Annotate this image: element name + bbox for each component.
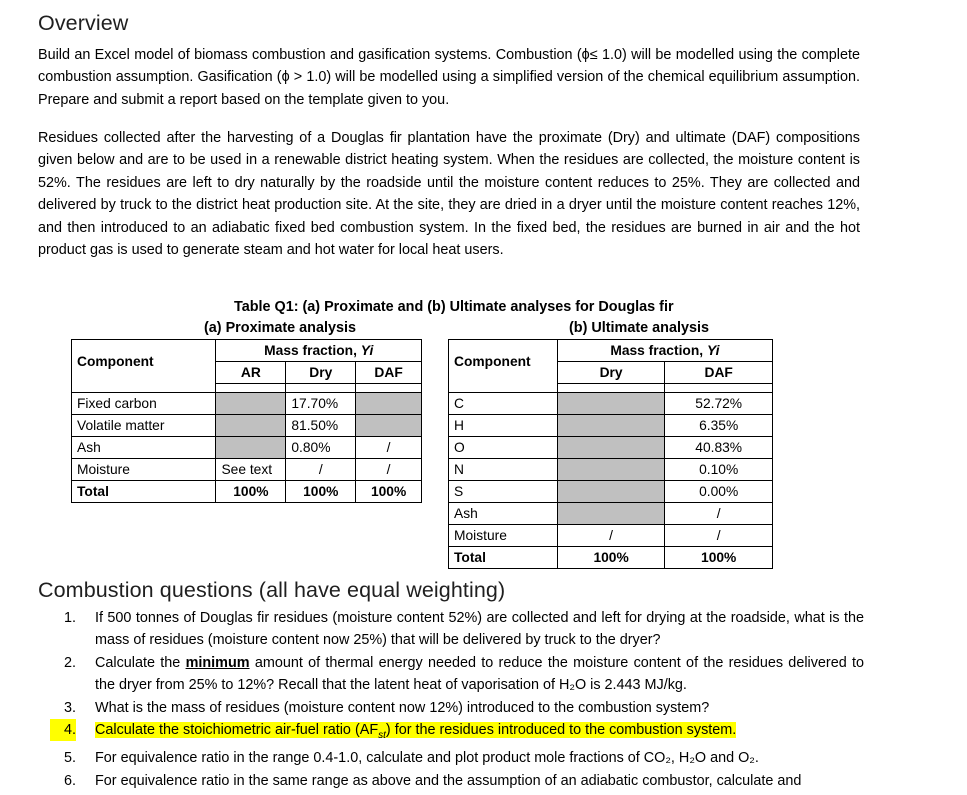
ult-dry-cell: [557, 393, 665, 415]
prox-ar-cell: See text: [216, 459, 286, 481]
ult-daf-cell: 0.10%: [665, 459, 773, 481]
question-text: If 500 tonnes of Douglas fir residues (moisture content 52%) are collected and left for drying at the roadside, what is the mass of residues (moisture content now 25%) that will be delivered by truck to the dryer?: [95, 610, 864, 649]
list-item: [64, 697, 864, 719]
ult-header-component: Component: [449, 340, 558, 384]
ult-header-dry: Dry: [557, 362, 665, 384]
ult-row-name: C: [449, 393, 558, 415]
ult-total-daf: 100%: [665, 547, 773, 569]
ult-daf-cell: 0.00%: [665, 481, 773, 503]
list-item: [64, 770, 864, 792]
table-row: [72, 393, 422, 415]
prox-total-dry: 100%: [286, 481, 356, 503]
question-subscript: st: [378, 729, 386, 741]
ult-dry-cell: [557, 415, 665, 437]
table-row: [449, 415, 773, 437]
question-text: What is the mass of residues (moisture content now 12%) introduced to the combustion system?: [95, 699, 710, 716]
residues-paragraph: Residues collected after the harvesting of a Douglas fir plantation have the proximate (Dry) and ultimate (DAF) compositions given below and are to be used in a renewable district heating system. When the residues are collected, the moisture content is 52%. The residues are left to dry naturally by the roadside until the moisture content reduces to 25%. They are collected and delivered by truck to the district heat production site. At the site, they are dried in a dryer until the moisture content reaches 12%, and then introduced to an adiabatic fixed bed combustion system. In the fixed bed, the residues are burned in air and the hot product gas is used to generate steam and hot water for local heat users.: [38, 130, 860, 259]
ult-row-name: H: [449, 415, 558, 437]
ult-daf-cell: 6.35%: [665, 415, 773, 437]
prox-dry-cell: /: [286, 459, 356, 481]
prox-total-label: Total: [72, 481, 216, 503]
table-row: [72, 481, 422, 503]
ult-dry-cell: [557, 459, 665, 481]
prox-spacer: [72, 384, 216, 393]
table-row: [449, 547, 773, 569]
question-text: For equivalence ratio in the same range as above and the assumption of an adiabatic combustor, calculate and: [95, 772, 802, 789]
list-item: [64, 747, 864, 769]
question-emphasis: minimum: [185, 654, 250, 671]
prox-ar-cell: [216, 393, 286, 415]
table-row: [449, 525, 773, 547]
prox-row-name: Moisture: [72, 459, 216, 481]
ult-daf-cell: /: [665, 503, 773, 525]
prox-header-dry: Dry: [286, 362, 356, 384]
table-row: [449, 481, 773, 503]
question-number: 3.: [64, 699, 77, 716]
questions-list: [64, 607, 864, 792]
prox-header-mass-var: Yi: [360, 343, 374, 358]
prox-header-daf: DAF: [356, 362, 422, 384]
question-text: For equivalence ratio in the range 0.4-1.0, calculate and plot product mole fractions of CO₂, H₂O and O₂.: [95, 750, 759, 767]
ult-header-mass-label: Mass fraction,: [610, 343, 707, 358]
prox-header-component: Component: [72, 340, 216, 384]
ult-total-label: Total: [449, 547, 558, 569]
table-row: [72, 415, 422, 437]
list-item: [64, 607, 864, 652]
prox-daf-cell: [356, 393, 422, 415]
list-item: [64, 652, 864, 697]
prox-dry-cell: 0.80%: [286, 437, 356, 459]
ult-row-name: Moisture: [449, 525, 558, 547]
table-row: [449, 437, 773, 459]
list-item-highlighted: [64, 719, 864, 747]
prox-header-mass-label: Mass fraction,: [264, 343, 361, 358]
ult-dry-cell: [557, 437, 665, 459]
prox-ar-cell: [216, 415, 286, 437]
question-text-highlighted: Calculate the stoichiometric air-fuel ratio $(AF_{st})$ for the residues introduced to the combustion system.: [95, 722, 737, 741]
proximate-title: (a) Proximate analysis: [204, 320, 356, 336]
table-row: [449, 503, 773, 525]
question-number: 2.: [64, 654, 77, 671]
question-number: 6.: [64, 772, 77, 789]
question-text: Calculate the: [95, 654, 186, 671]
question-number: 1.: [64, 610, 77, 626]
ult-dry-cell: [557, 481, 665, 503]
prox-daf-cell: [356, 415, 422, 437]
prox-total-ar: 100%: [216, 481, 286, 503]
ult-header-daf: DAF: [665, 362, 773, 384]
ult-spacer: [449, 384, 558, 393]
ult-daf-cell: 52.72%: [665, 393, 773, 415]
ultimate-title: (b) Ultimate analysis: [569, 320, 709, 336]
proximate-table: [71, 339, 422, 503]
prox-row-name: Volatile matter: [72, 415, 216, 437]
ult-row-name: N: [449, 459, 558, 481]
prox-dry-cell: 81.50%: [286, 415, 356, 437]
question-number: 4.: [50, 719, 76, 741]
ult-daf-cell: 40.83%: [665, 437, 773, 459]
question-text: amount of thermal energy needed to reduce the moisture content of the residues delivered to the dryer from 25% to 12%? Recall that the latent heat of vaporisation of H₂O is 2.443 MJ/kg.: [95, 654, 864, 694]
combustion-questions-heading: Combustion questions (all have equal weighting): [38, 578, 506, 602]
prox-row-name: Fixed carbon: [72, 393, 216, 415]
prox-row-name: Ash: [72, 437, 216, 459]
ult-row-name: O: [449, 437, 558, 459]
ult-row-name: Ash: [449, 503, 558, 525]
table-row: [449, 459, 773, 481]
prox-daf-cell: /: [356, 459, 422, 481]
prox-ar-cell: [216, 437, 286, 459]
table-caption: Table Q1: (a) Proximate and (b) Ultimate analyses for Douglas fir: [234, 299, 674, 315]
ult-header-mass: [557, 340, 772, 362]
prox-header-ar: AR: [216, 362, 286, 384]
prox-header-mass: [216, 340, 422, 362]
prox-daf-cell: /: [356, 437, 422, 459]
question-number: 5.: [64, 750, 77, 767]
ult-daf-cell: /: [665, 525, 773, 547]
ult-dry-cell: /: [557, 525, 665, 547]
ult-header-mass-var: Yi: [706, 343, 720, 358]
table-row: [72, 437, 422, 459]
ult-dry-cell: [557, 503, 665, 525]
table-row: [449, 393, 773, 415]
ultimate-table: [448, 339, 773, 569]
ult-total-dry: 100%: [557, 547, 665, 569]
table-row: [72, 459, 422, 481]
ult-row-name: S: [449, 481, 558, 503]
overview-heading: Overview: [38, 11, 129, 35]
overview-paragraph: Build an Excel model of biomass combustion and gasification systems. Combustion (ϕ≤ 1.0) will be modelled using the complete combustion assumption. Gasification (ϕ > 1.0) will be modelled using a simplified version of the chemical equilibrium assumption. Prepare and submit a report based on the template given to you.: [38, 47, 860, 108]
prox-total-daf: 100%: [356, 481, 422, 503]
prox-dry-cell: 17.70%: [286, 393, 356, 415]
